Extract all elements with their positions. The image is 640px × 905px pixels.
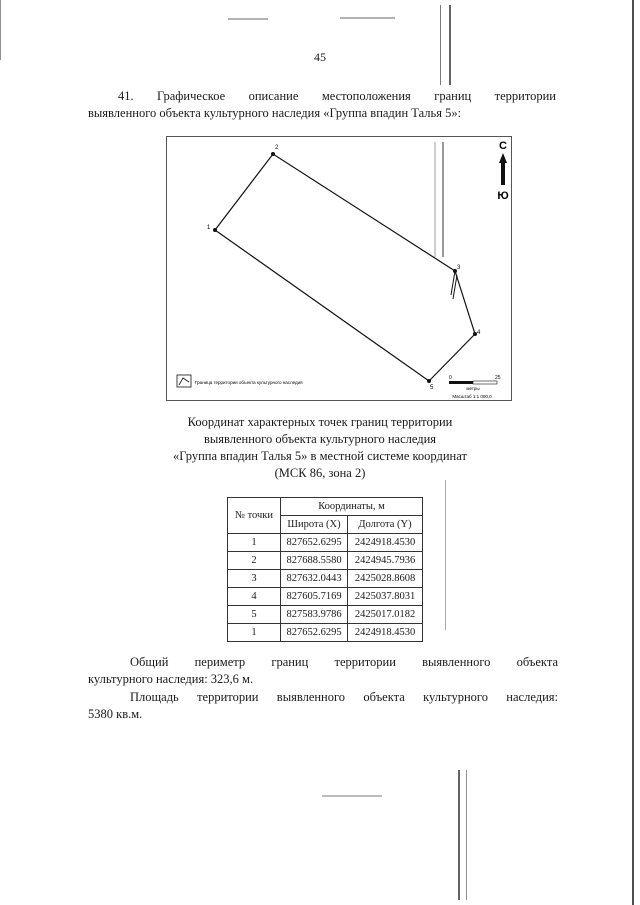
table-header-row [228, 498, 423, 516]
cell-lat: 827632.0443 [281, 570, 348, 588]
coordinates-table [227, 497, 423, 642]
cell-point: 3 [228, 570, 281, 588]
scan-artifact-bottom [322, 795, 382, 797]
caption-line-1: Координат характерных точек границ территории [187, 415, 453, 429]
cell-point: 1 [228, 624, 281, 642]
cell-lat: 827652.6295 [281, 534, 348, 552]
page-number: 45 [314, 50, 326, 64]
vertex-label: 4 [477, 330, 481, 336]
table-row [228, 570, 423, 588]
legend-line-icon [179, 378, 189, 385]
header-coords: Координаты, м [281, 498, 423, 516]
perimeter-line-2: культурного наследия: 323,6 м. [88, 672, 254, 686]
table-row [228, 552, 423, 570]
south-label: Ю [497, 190, 509, 202]
caption-line-3: «Группа впадин Талья 5» в местной системе координат [173, 449, 467, 463]
table-row [228, 606, 423, 624]
caption-line-2: выявленного объекта культурного наследия [203, 432, 437, 446]
scan-artifact-top-left [228, 18, 268, 20]
cell-lat: 827583.9786 [281, 606, 348, 624]
north-arrow [497, 140, 508, 202]
scan-edge-right [632, 0, 634, 905]
vertex-label: 3 [457, 265, 461, 271]
cell-lon: 2424918.4530 [348, 624, 423, 642]
scale-segment-light [473, 381, 497, 384]
vertex-marker [271, 152, 275, 156]
north-label: С [499, 140, 507, 152]
scan-line-right-2 [449, 5, 451, 85]
header-lon: Долгота (Y) [348, 516, 423, 534]
area-line-2: 5380 кв.м. [88, 707, 143, 721]
vertex-label: 2 [275, 145, 279, 151]
area-paragraph [88, 689, 558, 723]
map-drawing [167, 137, 513, 402]
boundary-line [215, 154, 475, 381]
header-point: № точки [228, 498, 281, 534]
cell-lat: 827688.5580 [281, 552, 348, 570]
cell-lon: 2424945.7936 [348, 552, 423, 570]
cell-lon: 2425037.8031 [348, 588, 423, 606]
vertex-marker [427, 379, 431, 383]
scale-unit: метры [466, 386, 480, 391]
cell-point: 5 [228, 606, 281, 624]
section-heading [88, 88, 556, 122]
cell-lat: 827652.6295 [281, 624, 348, 642]
scale-segment-dark [449, 381, 473, 384]
legend-text: Граница территории объекта культурного наследия [195, 380, 303, 385]
area-line-1: Площадь территории выявленного объекта культурного наследия: [130, 690, 558, 704]
cell-lon: 2425017.0182 [348, 606, 423, 624]
scan-line-right-1 [440, 5, 441, 85]
cell-lat: 827605.7169 [281, 588, 348, 606]
scale-end: 25 [495, 375, 501, 381]
cell-point: 2 [228, 552, 281, 570]
table-caption [100, 414, 540, 482]
boundary-map [166, 136, 512, 401]
vertex-label: 1 [207, 225, 211, 231]
scan-line-right-5 [445, 480, 446, 630]
scan-line-right-4 [466, 770, 467, 900]
scan-line-right-3 [458, 770, 460, 900]
perimeter-paragraph [88, 654, 558, 688]
cell-point: 1 [228, 534, 281, 552]
cell-lon: 2424918.4530 [348, 534, 423, 552]
scale-start: 0 [449, 375, 452, 381]
perimeter-line-1: Общий периметр границ территории выявленного объекта [130, 655, 558, 669]
caption-line-4: (МСК 86, зона 2) [274, 466, 366, 480]
scale-bar [449, 375, 501, 399]
scan-artifact-top-right [340, 17, 395, 19]
heading-line-2: выявленного объекта культурного наследия «Группа впадин Талья 5»: [88, 106, 462, 120]
legend-swatch [177, 375, 191, 387]
arrow-shaft [501, 163, 505, 185]
header-lat: Широта (X) [281, 516, 348, 534]
table-row [228, 534, 423, 552]
vertex-label: 5 [430, 385, 434, 391]
table-row [228, 588, 423, 606]
vertex-marker [213, 228, 217, 232]
cell-point: 4 [228, 588, 281, 606]
arrow-up-icon [499, 153, 507, 163]
cell-lon: 2425028.8608 [348, 570, 423, 588]
table-row [228, 624, 423, 642]
heading-line-1: 41. Графическое описание местоположения границ территории [118, 89, 556, 103]
scale-ratio: Масштаб 1:1 000,0 [452, 394, 492, 399]
